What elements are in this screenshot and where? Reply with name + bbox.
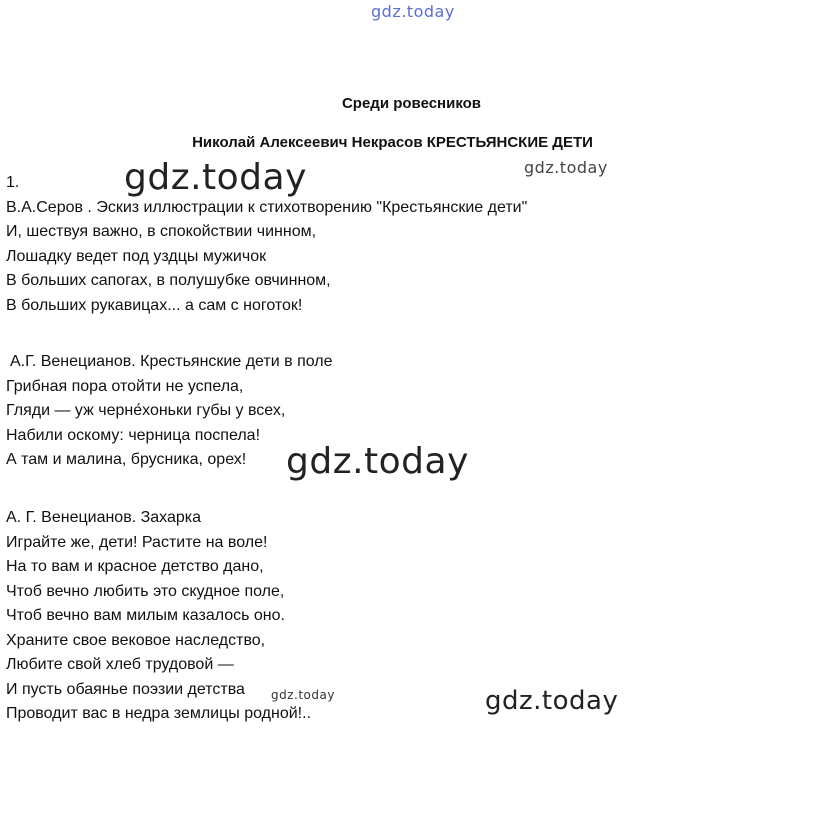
poem-line: На то вам и красное детство дано, (6, 558, 264, 575)
watermark-small: gdz.today (271, 688, 335, 702)
poem-line: И пусть обаянье поэзии детства (6, 680, 245, 698)
poem-line: Лошадку ведет под уздцы мужичок (6, 247, 267, 265)
poem-line: Чтоб вечно вам милым казалось оно. (6, 607, 285, 624)
poem-line: Играйте же, дети! Растите на воле! (6, 533, 268, 551)
section-number: 1. (6, 174, 20, 191)
poem-line: Гляди — уж черне́хоньки губы у всех, (6, 402, 286, 419)
illustration-caption: В.А.Серов . Эскиз иллюстрации к стихотворению "Крестьянские дети" (6, 198, 528, 216)
page-title: Среди ровесников (341, 95, 482, 112)
poem-line: Проводит вас в недра землицы родной!.. (6, 705, 312, 722)
poem-line: Храните свое вековое наследство, (6, 631, 266, 649)
illustration-caption: А.Г. Венецианов. Крестьянские дети в поле (10, 353, 333, 370)
poem-line: В больших сапогах, в полушубке овчинном, (6, 272, 331, 289)
poem-line: Грибная пора отойти не успела, (6, 377, 244, 395)
illustration-caption: А. Г. Венецианов. Захарка (6, 509, 202, 526)
watermark-large: gdz.today (286, 441, 469, 482)
watermark-top: gdz.today (371, 2, 455, 21)
poem-line: Любите свой хлеб трудовой — (6, 656, 234, 673)
page-subtitle: Николай Алексеевич Некрасов КРЕСТЬЯНСКИЕ ДЕТИ (192, 134, 593, 151)
watermark-large: gdz.today (124, 157, 307, 198)
poem-line: В больших рукавицах... а сам с ноготок! (6, 296, 303, 314)
poem-line: И, шествуя важно, в спокойствии чинном, (6, 223, 317, 240)
poem-line: А там и малина, брусника, орех! (6, 451, 247, 468)
poem-line: Чтоб вечно любить это скудное поле, (6, 582, 285, 600)
watermark-medium: gdz.today (485, 686, 619, 716)
section-venetsianov-zakharka (6, 506, 311, 727)
poem-line: Набили оскому: черница поспела! (6, 426, 261, 444)
section-venetsianov-field (6, 350, 333, 473)
watermark-small: gdz.today (524, 158, 608, 177)
